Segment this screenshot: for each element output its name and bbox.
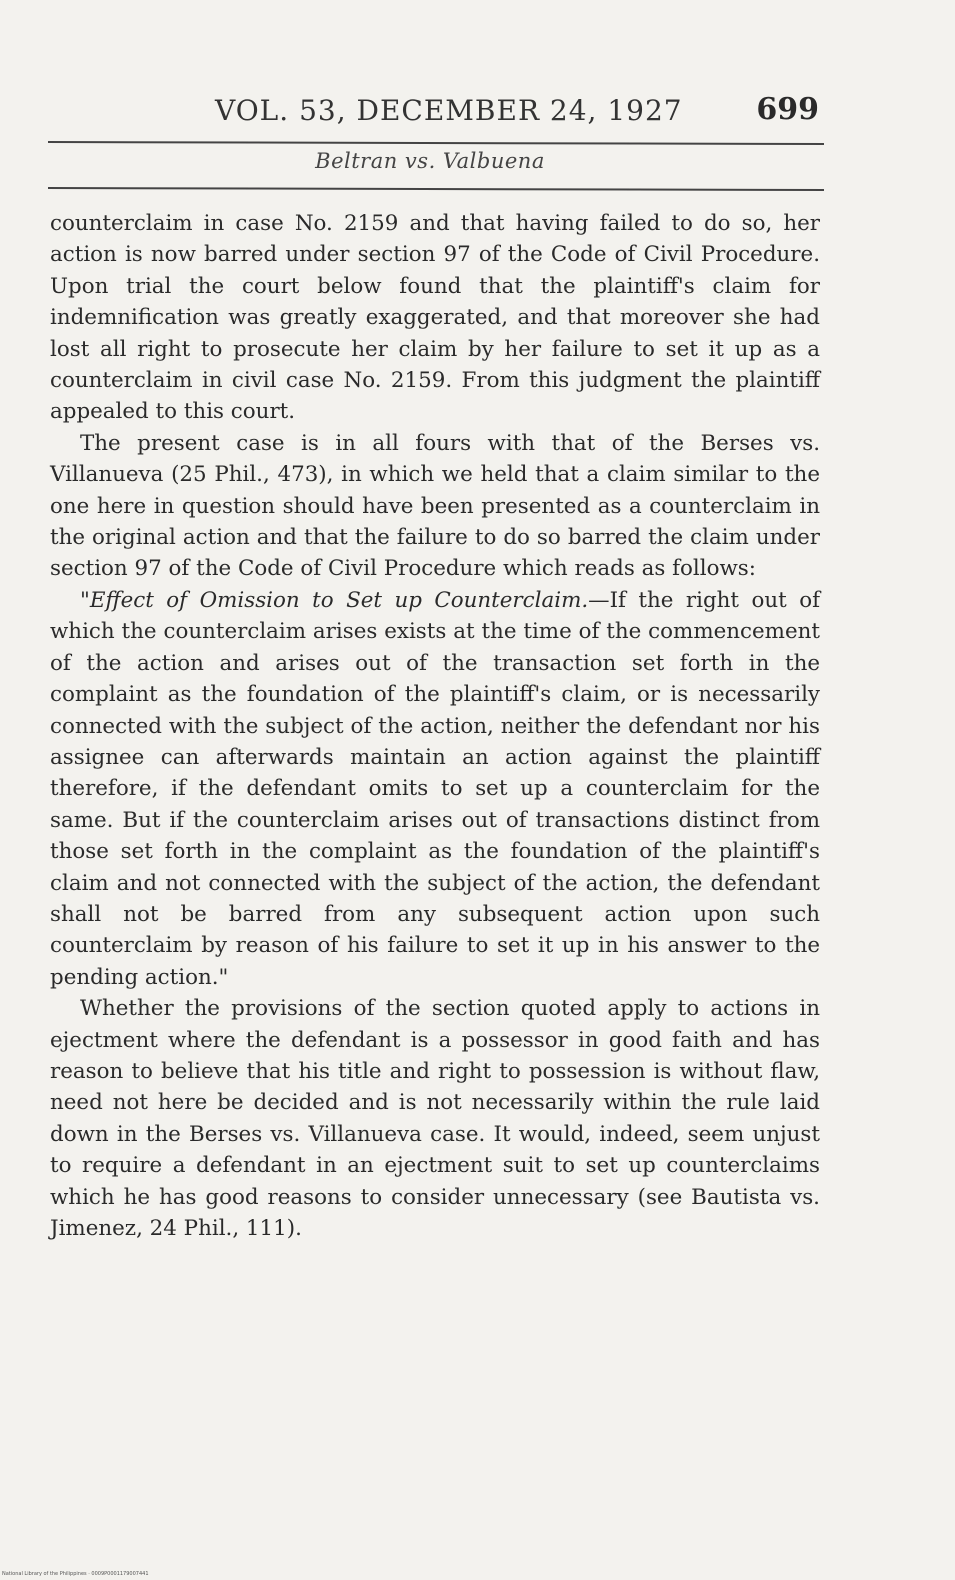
header-rule-top [48, 141, 824, 145]
page-number: 699 [756, 92, 819, 127]
case-title: Beltran vs. Valbuena [315, 149, 545, 173]
running-head [50, 92, 825, 140]
paragraph-1: counterclaim in case No. 2159 and that having failed to do so, her action is now barred under section 97 of the Code of Civil Procedure. Upon trial the court below found that the plaintiff's claim for indemnification was greatly exaggerated, and that moreover she had lost all right to prosecute her claim by her failure to set it up as a counterclaim in civil case No. 2159. From this judgment the plaintiff appealed to this court. [50, 211, 820, 425]
running-title: VOL. 53, DECEMBER 24, 1927 [215, 94, 683, 127]
paragraph-2: The present case is in all fours with that of the Berses vs. Villanueva (25 Phil., 473), in which we held that a claim similar to the one here in question should have been presented as a counterclaim in the original action and that the failure to do so barred the claim under section 97 of the Code of Civil Procedure which reads as follows: [50, 430, 820, 582]
header-rule-bottom [48, 187, 824, 191]
source-footnote: National Library of the Philippines · 0009P0001179007441 [2, 1571, 149, 1577]
body-text [50, 208, 820, 1244]
paragraph-4: Whether the provisions of the section quoted apply to actions in ejectment where the defendant is a possessor in good faith and has reason to believe that his title and right to possession is without flaw, need not here be decided and is not necessarily within the rule laid down in the Berses vs. Villanueva case. It would, indeed, seem unjust to require a defendant in an ejectment suit to set up counterclaims which he has good reasons to consider unnecessary (see Bautista vs. Jimenez, 24 Phil., 111). [50, 996, 820, 1241]
quoted-section [50, 585, 820, 993]
quote-heading: "Effect of Omission to Set up Counterclaim. [80, 587, 589, 613]
quote-body: —If the right out of which the counterclaim arises exists at the time of the commencement of the action and arises out of the transaction set forth in the complaint as the foundation of the plaintiff's claim, or is necessarily connected with the subject of the action, neither the defendant nor his assignee can afterwards maintain an action against the plaintiff therefore, if the defendant omits to set up a counterclaim for the same. But if the counterclaim arises out of transactions distinct from those set forth in the complaint as the foundation of the plaintiff's claim and not connected with the subject of the action, the defendant shall not be barred from any subsequent action upon such counterclaim by reason of his failure to set it up in his answer to the pending action." [50, 587, 820, 990]
